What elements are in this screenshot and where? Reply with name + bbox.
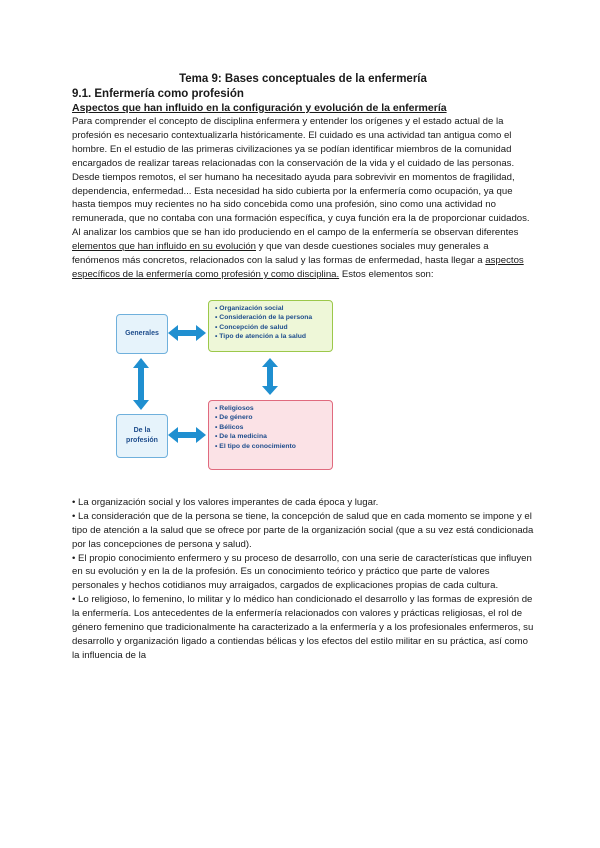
list-item: • Concepción de salud [215, 323, 332, 333]
list-item: • Tipo de atención a la salud [215, 332, 332, 342]
arrow-generales-to-green [168, 325, 206, 341]
elements-diagram [76, 292, 336, 482]
general-factors-box [208, 300, 333, 352]
list-item: • Bélicos [215, 423, 332, 433]
list-item: • De género [215, 413, 332, 423]
arrow-green-to-red [262, 358, 278, 395]
generales-box [116, 314, 168, 354]
underlined-phrase-2: aspectos específicos de la enfermería como profesión y como disciplina. [72, 255, 524, 280]
list-item: • Consideración de la persona [215, 313, 332, 323]
paragraph-1: Para comprender el concepto de disciplina enfermera y entender los orígenes y el estado actual de la profesión es necesario contextualizarla históricamente. El cuidado es una actividad tan antigua como el hombre. En el estudio de las primeras civilizaciones ya se podían identificar miembros de la comunidad encargados de realizar tareas relacionadas con la conservación de la vida y el cuidado de las personas. Desde tiempos remotos, el ser humano ha necesitado ayuda para sobrevivir en momentos de fragilidad, dependencia, enfermedad... Esta necesidad ha sido cubierta por la enfermería como ocupación, ya que hasta tiempos muy recientes no ha sido concebida como una profesión, sino como una actividad no remunerada, que no contaba con una formación específica, y cuya función era la de proporcionar cuidados. [72, 116, 530, 225]
list-item: • Religiosos [215, 404, 332, 414]
bullet-list [72, 496, 534, 663]
list-item: • De la medicina [215, 432, 332, 442]
subsection-heading: Aspectos que han influido en la configuración y evolución de la enfermería [72, 102, 447, 114]
bullet-item: • Lo religioso, lo femenino, lo militar y lo médico han condicionado el desarrollo y las formas de expresión de la enfermería. Los antecedentes de la enfermería relacionados con valores y prácticas religiosas, el rol de género femenino que tradicionalmente ha caracterizado a la enfermería y a los profesionales enfermeros, su desarrollo y organización ligado a contiendas bélicas y los efectos del estilo militar en su práctica, así como la influencia de la [72, 594, 534, 661]
bullet-item: • El propio conocimiento enfermero y su proceso de desarrollo, con una serie de características que influyen en su evolución y en la de la profesión. Es un conocimiento teórico y práctico que parte de valores personales y hechos cotidianos muy arraigados, cargados de explicaciones propias de cada cultura. [72, 552, 532, 592]
generales-label: Generales [125, 330, 159, 338]
arrow-profesion-to-red [168, 427, 206, 443]
section-heading: 9.1. Enfermería como profesión [72, 88, 244, 100]
list-item: • Organización social [215, 304, 332, 314]
bullet-item: • La consideración que de la persona se tiene, la concepción de salud que en cada momento se impone y el tipo de atención a la salud que se ofrece por parte de la organización social (que a su vez está condicionada por las concepciones de persona y salud). [72, 510, 534, 550]
list-item: • El tipo de conocimiento [215, 442, 332, 452]
bullet-item: • La organización social y los valores imperantes de cada época y lugar. [72, 496, 379, 508]
profesion-label: De la profesión [126, 426, 158, 444]
paragraph-2 [72, 226, 534, 282]
document-title: Tema 9: Bases conceptuales de la enfermería [179, 73, 427, 85]
profesion-box [116, 414, 168, 458]
paragraph-2-text-a: Al analizar los cambios que se han ido produciendo en el campo de la enfermería se observan diferentes [72, 227, 519, 239]
paragraph-2-text-c: Estos elementos son: [339, 268, 434, 280]
profession-factors-box [208, 400, 333, 470]
underlined-phrase-1: elementos que han influido en su evolución [72, 241, 257, 253]
paragraph-2-text-b: y que van desde cuestiones sociales muy generales a fenómenos más concretos, relacionados con la salud y las formas de enfermedad, hasta llegar a [72, 241, 489, 267]
document-page [72, 72, 534, 663]
arrow-generales-to-profesion [133, 358, 149, 410]
